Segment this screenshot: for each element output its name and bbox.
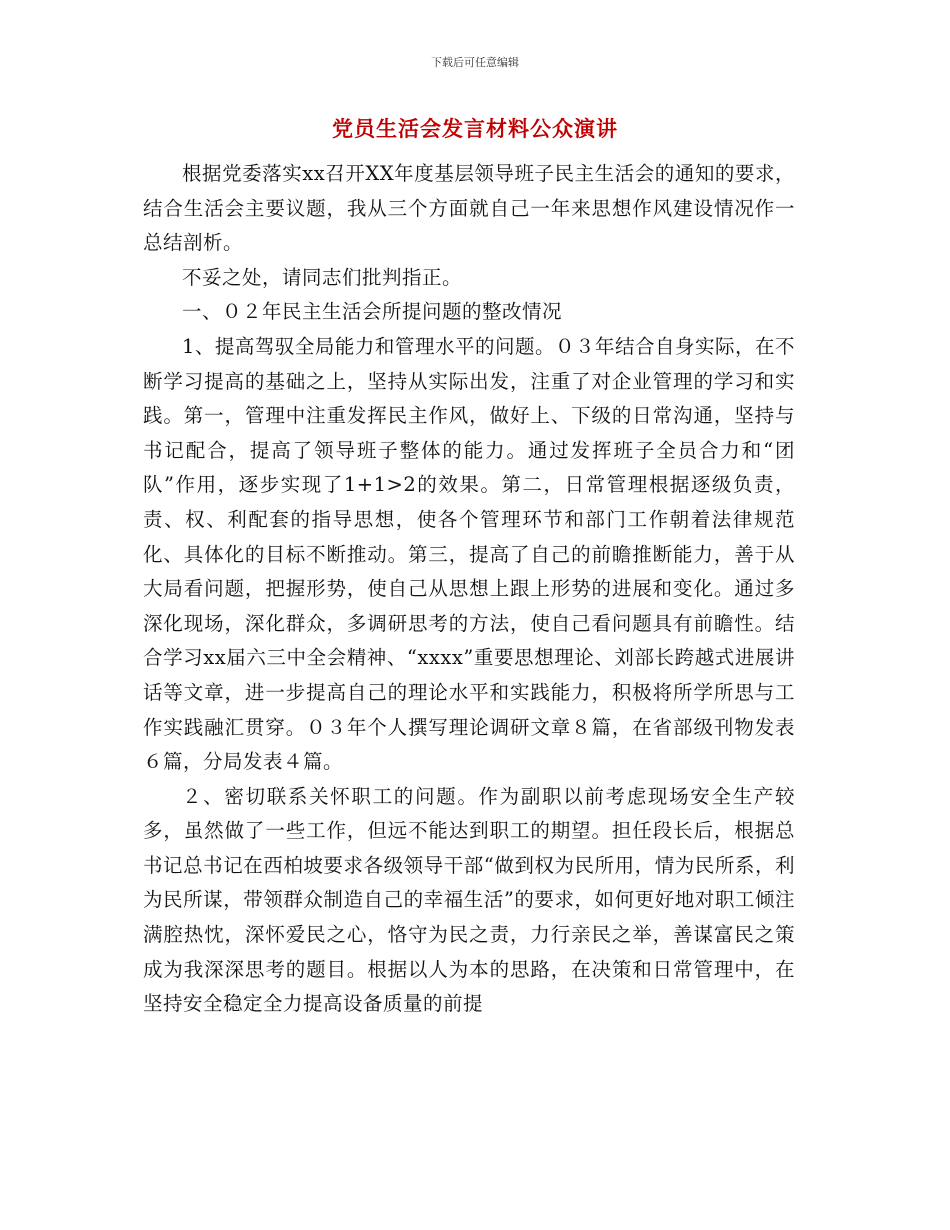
- page-header-note: 下载后可任意编辑: [431, 56, 519, 69]
- paragraph-item-1: 1、提高驾驭全局能力和管理水平的问题。０３年结合自身实际，在不断学习提高的基础之上，坚持从实际出发，注重了对企业管理的学习和实践。第一，管理中注重发挥民主作风，做好上、下级的日常沟通，坚持与书记配合，提高了领导班子整体的能力。通过发挥班子全员合力和“团队”作用，逐步实现了1+1>2的效果。第二，日常管理根据逐级负责，责、权、利配套的指导思想，使各个管理环节和部门工作朝着法律规范化、具体化的目标不断推动。第三，提高了自己的前瞻推断能力，善于从大局看问题，把握形势，使自己从思想上跟上形势的进展和变化。通过多深化现场，深化群众，多调研思考的方法，使自己看问题具有前瞻性。结合学习xx届六三中全会精神、“xxxx”重要思想理论、刘部长跨越式进展讲话等文章，进一步提高自己的理论水平和实践能力，积极将所学所思与工作实践融汇贯穿。０３年个人撰写理论调研文章８篇，在省部级刊物发表６篇，分局发表４篇。: [143, 334, 795, 774]
- paragraph-request-correction: 不妥之处，请同志们批判指正。: [182, 265, 463, 289]
- document-title: 党员生活会发言材料公众演讲: [332, 117, 618, 141]
- document-body: [143, 157, 795, 1022]
- section-heading-one: 一、０２年民主生活会所提问题的整改情况: [182, 300, 563, 324]
- paragraph-intro: 根据党委落实xx召开XX年度基层领导班子民主生活会的通知的要求，结合生活会主要议题，我从三个方面就自己一年来思想作风建设情况作一总结剖析。: [143, 162, 795, 255]
- paragraph-item-2: ２、密切联系关怀职工的问题。作为副职以前考虑现场安全生产较多，虽然做了一些工作，但远不能达到职工的期望。担任段长后，根据总书记总书记在西柏坡要求各级领导干部“做到权为民所用，情为民所系，利为民所谋，带领群众制造自己的幸福生活”的要求，如何更好地对职工倾注满腔热忱，深怀爱民之心，恪守为民之责，力行亲民之举，善谋富民之策成为我深深思考的题目。根据以人为本的思路，在决策和日常管理中，在坚持安全稳定全力提高设备质量的前提: [143, 784, 795, 1016]
